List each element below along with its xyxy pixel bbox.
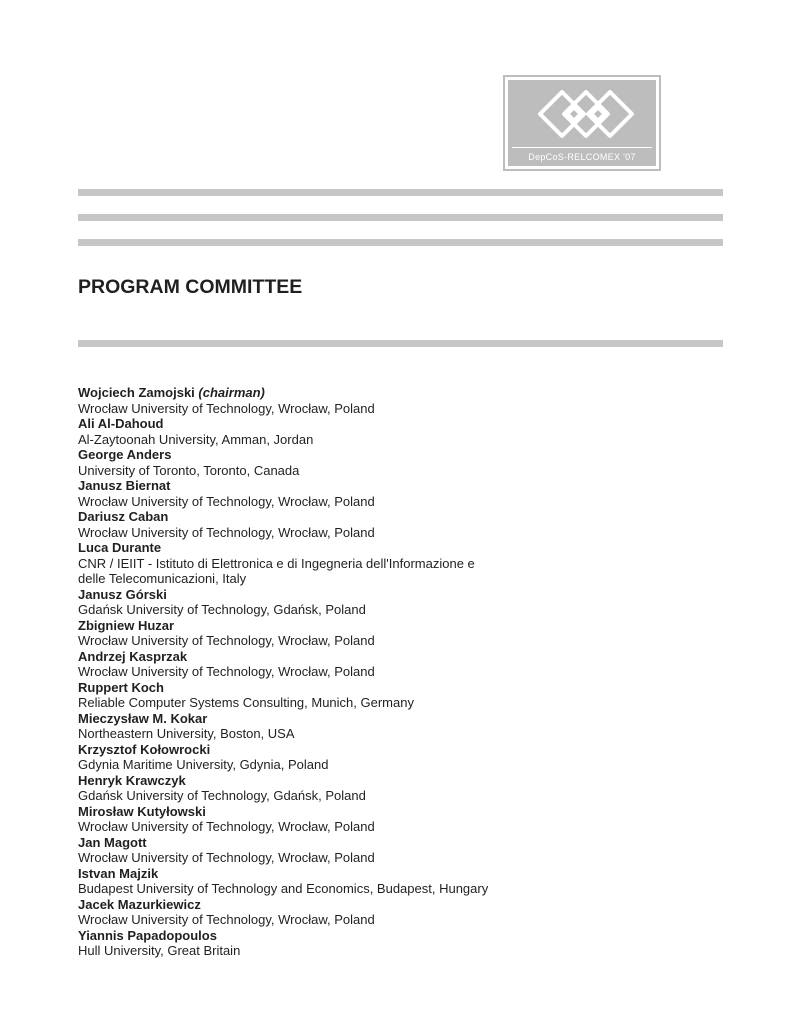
- member-affiliation: Wrocław University of Technology, Wrocław, Poland: [78, 524, 375, 540]
- member-name-line: [78, 649, 723, 665]
- member-name-line: [78, 773, 723, 789]
- member-name-line: [78, 897, 723, 913]
- member-affiliation: University of Toronto, Toronto, Canada: [78, 462, 300, 478]
- committee-member: [78, 447, 723, 478]
- member-affiliation: Wrocław University of Technology, Wrocław, Poland: [78, 400, 375, 416]
- member-affiliation: Wrocław University of Technology, Wrocław, Poland: [78, 912, 375, 927]
- member-name-line: [78, 540, 723, 556]
- member-name-line: [78, 509, 723, 525]
- member-affiliation: Gdańsk University of Technology, Gdańsk, Poland: [78, 602, 366, 617]
- member-name: Ruppert Koch: [78, 679, 164, 695]
- member-affiliation: Wrocław University of Technology, Wrocław, Poland: [78, 850, 375, 865]
- committee-member: [78, 385, 723, 416]
- member-name-line: [78, 680, 723, 696]
- member-name: Zbigniew Huzar: [78, 617, 175, 633]
- member-affiliation: Gdańsk University of Technology, Gdańsk, Poland: [78, 788, 366, 803]
- member-name-line: [78, 866, 723, 882]
- committee-member: [78, 866, 723, 897]
- member-name: Jacek Mazurkiewicz: [78, 896, 201, 912]
- member-name-line: [78, 587, 723, 603]
- committee-member: [78, 897, 723, 928]
- member-name: George Anders: [78, 447, 172, 462]
- committee-member: [78, 416, 723, 447]
- committee-member: [78, 478, 723, 509]
- member-name-line: [78, 618, 723, 634]
- conference-logo: [503, 75, 661, 171]
- member-affiliation: Wrocław University of Technology, Wrocław, Poland: [78, 664, 375, 679]
- member-name: Luca Durante: [78, 540, 162, 555]
- member-affiliation: Budapest University of Technology and Economics, Budapest, Hungary: [78, 881, 489, 896]
- member-name: Ali Al-Dahoud: [78, 416, 164, 431]
- member-affiliation: Reliable Computer Systems Consulting, Munich, Germany: [78, 695, 414, 710]
- committee-member: [78, 680, 723, 711]
- committee-member: [78, 804, 723, 835]
- member-role: (chairman): [198, 385, 265, 400]
- member-name: Yiannis Papadopoulos: [78, 927, 217, 943]
- member-name-line: [78, 416, 723, 432]
- member-affiliation: Wrocław University of Technology, Wrocław, Poland: [78, 633, 375, 648]
- member-name: Janusz Biernat: [78, 478, 171, 493]
- page-title: PROGRAM COMMITTEE: [78, 276, 303, 298]
- member-name: Mieczysław M. Kokar: [78, 710, 208, 726]
- committee-member: [78, 742, 723, 773]
- committee-member: [78, 835, 723, 866]
- member-affiliation: Hull University, Great Britain: [78, 943, 241, 958]
- member-affiliation: CNR / IEIIT - Istituto di Elettronica e di Ingegneria dell'Informazione e: [78, 555, 475, 571]
- interlocked-diamonds-logo-icon: [532, 86, 640, 142]
- member-affiliation: Wrocław University of Technology, Wrocław, Poland: [78, 493, 375, 509]
- member-name-line: [78, 385, 723, 401]
- logo-caption: DepCoS-RELCOMEX '07: [528, 152, 636, 162]
- member-name-line: [78, 835, 723, 851]
- member-name-line: [78, 711, 723, 727]
- header-rule-1: [78, 189, 723, 196]
- member-name: Henryk Krawczyk: [78, 772, 186, 788]
- logo-divider: [512, 147, 652, 148]
- header-rule-2: [78, 214, 723, 221]
- member-name-line: [78, 447, 723, 463]
- committee-member: [78, 618, 723, 649]
- member-name: Dariusz Caban: [78, 509, 169, 524]
- member-name: Jan Magott: [78, 834, 147, 850]
- member-affiliation: Wrocław University of Technology, Wrocław, Poland: [78, 819, 375, 834]
- member-name: Wojciech Zamojski: [78, 385, 195, 400]
- section-rule: [78, 340, 723, 347]
- committee-member: [78, 587, 723, 618]
- member-name-line: [78, 742, 723, 758]
- member-name: Istvan Majzik: [78, 865, 159, 881]
- member-name: Janusz Górski: [78, 586, 167, 602]
- member-affiliation: Gdynia Maritime University, Gdynia, Poland: [78, 757, 329, 772]
- committee-member: [78, 711, 723, 742]
- committee-member: [78, 649, 723, 680]
- member-name-line: [78, 804, 723, 820]
- member-name-line: [78, 928, 723, 944]
- member-affiliation-continued: delle Telecomunicazioni, Italy: [78, 571, 247, 586]
- committee-list: [78, 385, 723, 959]
- committee-member: [78, 509, 723, 540]
- logo-panel: [508, 80, 656, 166]
- committee-member: [78, 928, 723, 959]
- member-affiliation: Al-Zaytoonah University, Amman, Jordan: [78, 431, 314, 447]
- committee-member: [78, 773, 723, 804]
- member-name: Andrzej Kasprzak: [78, 648, 188, 664]
- member-name: Mirosław Kutyłowski: [78, 803, 206, 819]
- member-affiliation: Northeastern University, Boston, USA: [78, 726, 295, 741]
- member-name-line: [78, 478, 723, 494]
- header-rule-3: [78, 239, 723, 246]
- committee-member: [78, 540, 723, 587]
- member-name: Krzysztof Kołowrocki: [78, 741, 211, 757]
